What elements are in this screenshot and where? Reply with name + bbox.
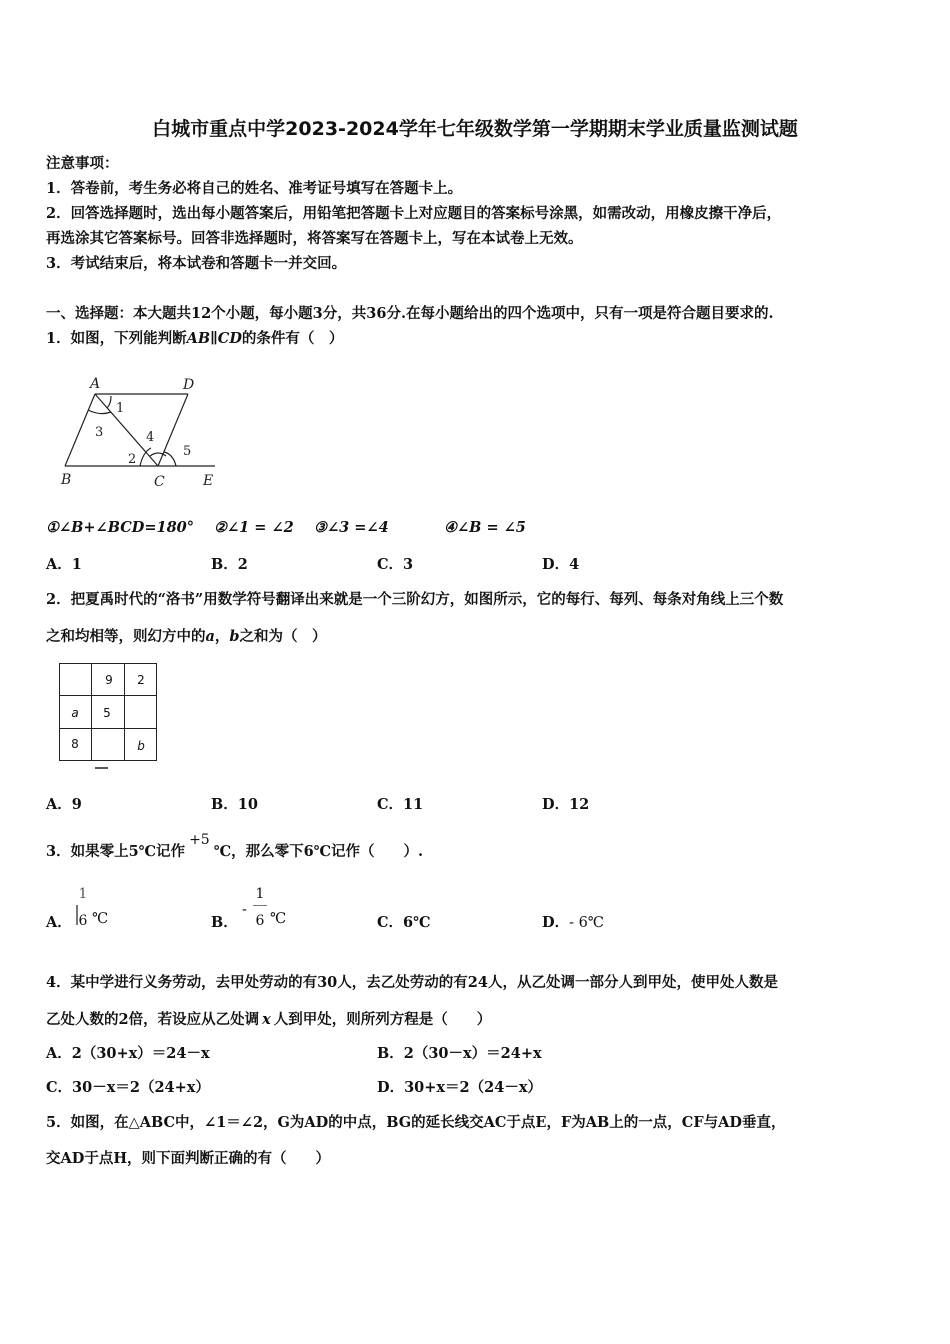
q1-condition: ④∠B = ∠5 bbox=[444, 519, 526, 536]
q1-option-c[interactable]: C．3 bbox=[377, 556, 414, 573]
line-ab bbox=[65, 394, 95, 466]
question-3-stem: 3．如果零上5℃记作+5℃，那么零下6℃记作（ ）. bbox=[46, 832, 424, 860]
label-e: E bbox=[203, 473, 214, 489]
q1-condition: ③∠3 =∠4 bbox=[314, 519, 389, 536]
q1-option-b[interactable]: B．2 bbox=[211, 556, 248, 573]
grid-cell-b: b bbox=[137, 739, 145, 753]
q2-option-a[interactable]: A．9 bbox=[46, 796, 82, 813]
q1-option-a[interactable]: A．1 bbox=[46, 556, 82, 573]
question-1-stem: 1．如图，下列能判断AB∥CD的条件有（ ） bbox=[46, 330, 344, 347]
notice-item: 1．答卷前，考生务必将自己的姓名、准考证号填写在答题卡上。 bbox=[46, 180, 463, 197]
q4-option-a[interactable]: A．2（30+x）＝24－x bbox=[46, 1045, 210, 1062]
q1-option-d[interactable]: D．4 bbox=[542, 556, 580, 573]
grid-cell: 8 bbox=[71, 737, 79, 751]
question-5-stem: 5．如图，在△ABC中，∠1＝∠2，G为AD的中点，BG的延长线交AC于点E，F为AB上的一点，CF与AD垂直， bbox=[46, 1114, 786, 1131]
angle-arc-5 bbox=[164, 452, 176, 466]
question-4-stem: 4．某中学进行义务劳动，去甲处劳动的有30人，去乙处劳动的有24人，从乙处调一部分人到甲处，使甲处人数是 bbox=[46, 974, 778, 991]
angle-label-3: 3 bbox=[95, 425, 104, 440]
q1-condition: ①∠B+∠BCD=180° bbox=[46, 519, 195, 536]
label-d: D bbox=[183, 377, 195, 393]
angle-label-4: 4 bbox=[146, 430, 155, 445]
notice-item: 2．回答选择题时，选出每小题答案后，用铅笔把答题卡上对应题目的答案标号涂黑，如需改动，用橡皮擦干净后， bbox=[46, 205, 782, 222]
grid-cell-a: a bbox=[71, 706, 79, 720]
section-heading: 一、选择题：本大题共12个小题，每小题3分，共36分.在每小题给出的四个选项中，只有一项是符合题目要求的. bbox=[46, 305, 774, 322]
q4-option-d[interactable]: D．30+x＝2（24－x） bbox=[377, 1079, 542, 1096]
label-a: A bbox=[90, 376, 101, 392]
grid-cell: 9 bbox=[105, 673, 113, 687]
angle-label-5: 5 bbox=[183, 444, 192, 459]
magic-square bbox=[59, 663, 157, 761]
question-2-stem: 2．把夏禹时代的“洛书”用数学符号翻译出来就是一个三阶幻方，如图所示，它的每行、每列、每条对角线上三个数 bbox=[46, 591, 784, 608]
q3-option-c[interactable]: C．6℃ bbox=[377, 914, 431, 931]
question-1-figure bbox=[55, 372, 225, 492]
label-c: C bbox=[154, 474, 165, 490]
angle-label-1: 1 bbox=[116, 401, 125, 416]
q2-option-b[interactable]: B．10 bbox=[211, 796, 258, 813]
angle-label-2: 2 bbox=[128, 452, 137, 467]
q2-option-c[interactable]: C．11 bbox=[377, 796, 424, 813]
q3-option-b[interactable]: B． - 1 6 ℃ bbox=[211, 886, 287, 931]
question-4-stem-cont: 乙处人数的2倍，若设应从乙处调 x 人到甲处，则所列方程是（ ） bbox=[46, 1011, 492, 1028]
notice-item: 再选涂其它答案标号。回答非选择题时，将答案写在答题卡上，写在本试卷上无效。 bbox=[46, 230, 583, 247]
page-title: 白城市重点中学2023-2024学年七年级数学第一学期期末学业质量监测试题 bbox=[152, 118, 798, 140]
question-2-stem-cont: 之和均相等，则幻方中的a，b之和为（ ） bbox=[46, 628, 327, 645]
q2-option-d[interactable]: D．12 bbox=[542, 796, 590, 813]
grid-cell: 5 bbox=[103, 706, 111, 720]
q1-condition: ②∠1 = ∠2 bbox=[214, 519, 294, 536]
q4-option-b[interactable]: B．2（30－x）＝24+x bbox=[377, 1045, 542, 1062]
label-b: B bbox=[61, 472, 72, 488]
angle-arc-1 bbox=[107, 396, 111, 408]
q4-option-c[interactable]: C．30－x＝2（24+x） bbox=[46, 1079, 210, 1096]
notice-item: 3．考试结束后，将本试卷和答题卡一并交回。 bbox=[46, 255, 347, 272]
q3-option-a[interactable]: A． 1 6 ℃ bbox=[46, 886, 109, 931]
angle-arc-3 bbox=[88, 410, 111, 414]
grid-cell: 2 bbox=[137, 673, 145, 687]
question-5-stem-cont: 交AD于点H，则下面判断正确的有（ ） bbox=[46, 1150, 331, 1167]
q3-option-d[interactable]: D．- 6℃ bbox=[542, 914, 605, 931]
notice-heading: 注意事项： bbox=[46, 155, 119, 172]
